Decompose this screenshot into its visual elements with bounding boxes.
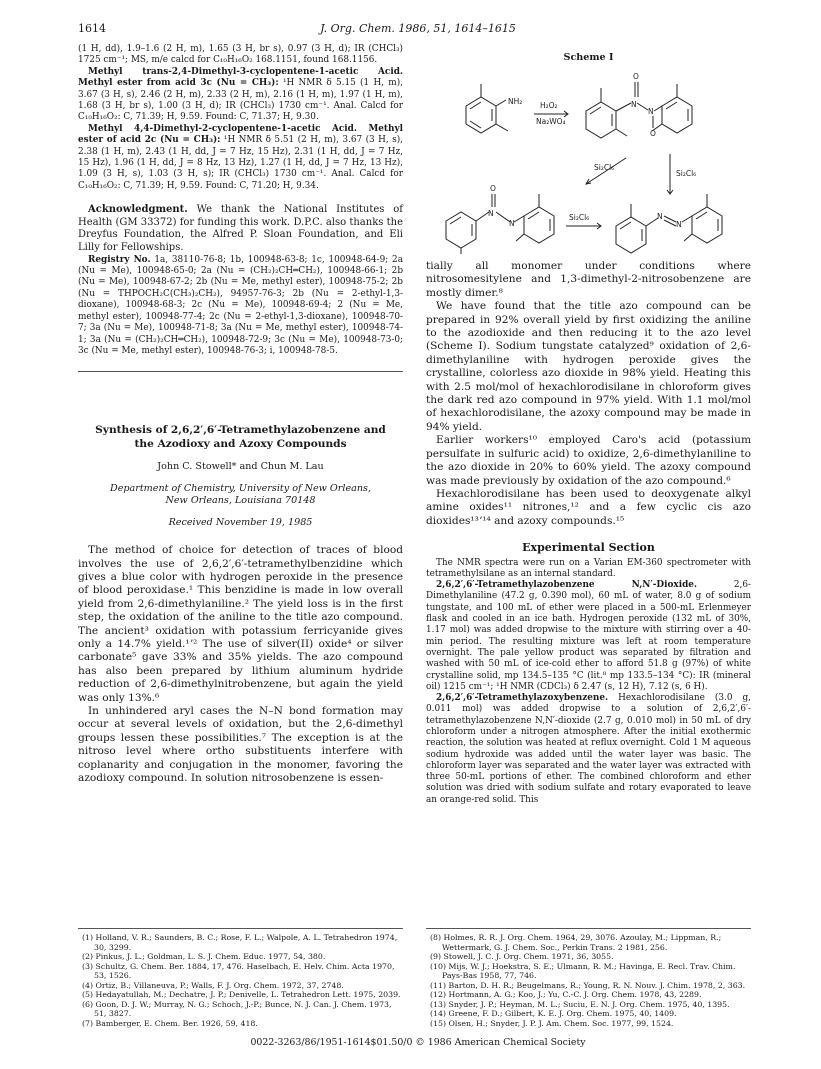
footnote-6: (6) Goon, D. J. W.; Murray, N. G.; Schoch, J.-P.; Bunce, N. J. Can. J. Chem. 1973, 51, 3827. xyxy=(82,999,392,1018)
experimental-title-azoxy: 2,6,2′,6′-Tetramethylazoxybenzene. xyxy=(436,693,609,704)
n-label-2: N xyxy=(648,107,654,116)
scheme-diagram xyxy=(426,66,751,254)
footnotes-left xyxy=(78,928,403,1028)
acknowledgment xyxy=(78,204,403,254)
previous-article-continuation: (1 H, dd), 1.9–1.6 (2 H, m), 1.65 (3 H, br s), 0.97 (3 H, d); IR (CHCl₃) 1725 cm⁻¹; MS, m/e calcd for C₁₀H₁₆O₂ 168.1151, found 168.1156. xyxy=(78,44,403,66)
article-title xyxy=(78,424,403,451)
experimental-section xyxy=(426,558,751,807)
azoxy-structure xyxy=(446,194,554,254)
registry-body: 1a, 38110-76-8; 1b, 100948-63-8; 1c, 100948-64-9; 2a (Nu = Me), 100948-65-0; 2a (Nu = (CH₂)₂CH═CH₂), 100948-66-1; 2b (Nu = Me), 100948-67-2; 2b (Nu = Me, methyl ester), 100948-75-2; 2b (Nu = THPOCH₂C(CH₃)₂CH₂), 94957-76-3; 2b (Nu = 2-ethyl-1,3-dioxane), 100948-68-3; 2c (Nu = Me), 100948-69-4; 2 (Nu = Me, methyl ester), 100948-77-4; 2c (Nu = 2-ethyl-1,3-dioxane), 100948-70-7; 3a (Nu = Me), 100948-71-8; 3a (Nu = Me, methyl ester), 100948-74-1; 3a (Nu = (CH₂)₂CH═CH₂), 100948-72-9; 3c (Nu = Me), 100948-73-0; 3c (Nu = Me, methyl ester), 100948-76-3; i, 100948-78-5. xyxy=(78,254,403,356)
reagent-na2wo4: Na₂WO₄ xyxy=(536,117,566,126)
experimental-body-dioxide: 2,6-Dimethylaniline (47.2 g, 0.390 mol), 60 mL of water, 8.0 g of sodium tungstate, and 100 mL of ether were placed in a 500-mL Erlenmeyer flask and cooled in an ice bath. Hydrogen peroxide (132 mL of 30%, 1.17 mol) was added dropwise to the mixture with stirring over a 40-min period. The resulting mixture was left at room temperature overnight. The pale yellow product was separated by filtration and washed with 50 mL of ice-cold ether to afford 51.8 g (97%) of white crystalline solid, mp 134.5–135 °C (lit.⁸ mp 133.5–134 °C): IR (mineral oil) 1215 cm⁻¹; ¹H NMR (CDCl₃) δ 2.47 (s, 12 H), 7.12 (s, 6 H). xyxy=(426,580,751,692)
page-header xyxy=(78,22,758,38)
footnote-14: (14) Greene, F. D.; Gilbert, K. E. J. Org. Chem. 1975, 40, 1409. xyxy=(430,1009,677,1018)
right-column xyxy=(426,44,751,806)
compound-title-2c: Methyl 4,4-Dimethyl-2-cyclopentene-1-acetic Acid. Methyl ester of acid 2c (Nu = CH₃): xyxy=(78,123,403,146)
article-affiliation xyxy=(78,483,403,507)
footnote-2: (2) Pinkus, J. L.; Goldman, L. S. J. Chem. Educ. 1977, 54, 380. xyxy=(82,952,326,961)
reagent-diagonal: Si₂Cl₆ xyxy=(594,163,615,172)
scheme-title: Scheme I xyxy=(563,52,614,63)
footnote-13: (13) Snyder, J. P.; Heyman, M. L.; Suciu, E. N. J. Org. Chem. 1975, 40, 1395. xyxy=(430,999,730,1009)
reagent-h2o2: H₂O₂ xyxy=(540,101,558,110)
registry-numbers xyxy=(78,255,403,358)
discussion-paragraph-3: Earlier workers¹⁰ employed Caro's acid (potassium persulfate in sulfuric acid) to oxidize, 2,6-dimethylaniline to the azo dioxide in 20% to 60% yield. The azoxy compound was made previously by oxidation of the azo compound.⁶ xyxy=(426,434,751,487)
reagent-vertical: Si₂Cl₆ xyxy=(676,169,697,178)
registry-title: Registry No. xyxy=(88,254,151,265)
footnote-7: (7) Bamberger, E. Chem. Ber. 1926, 59, 418. xyxy=(82,1018,258,1028)
journal-citation: J. Org. Chem. 1986, 51, 1614–1615 xyxy=(320,22,516,35)
copyright-footer: 0022-3263/86/1951-1614$01.50/0 © 1986 American Chemical Society xyxy=(250,1037,586,1048)
compound-paragraph-2c xyxy=(78,124,403,192)
discussion-paragraph-2: We have found that the title azo compound can be prepared in 92% overall yield by first oxidizing the aniline to the azodioxide and then reducing it to the azo level (Scheme I). Sodium tungstate catalyzed⁹ oxidation of 2,6-dimethylaniline with hydrogen peroxide gives the crystalline, colorless azo dioxide in 98% yield. Heating this with 2.5 mol/mol of hexachlorodisilane in chloroform gives the dark red azo compound in 97% yield. With 1.1 mol/mol of hexachlorodisilane, the azoxy compound may be made in 94% yield. xyxy=(426,300,751,433)
experimental-body-azoxy: Hexachlorodisilane (3.0 g, 0.011 mol) was added dropwise to a solution of 2,6,2′,6′-tetramethylazobenzene N,N′-dioxide (2.7 g, 0.010 mol) in 50 mL of dry chloroform under a nitrogen atmosphere. After the initial exothermic reaction, the solution was heated at reflux overnight. Cold 1 M aqueous sodium hydroxide was added until the water layer was basic. The chloroform layer was separated and the water layer was extracted with three 50-mL portions of ether. The combined chloroform and ether solution was dried with sodium sulfate and rotary evaporated to leave an orange-red solid. This xyxy=(426,693,751,805)
left-column xyxy=(78,44,403,785)
reagent-bottom: Si₂Cl₆ xyxy=(569,213,590,222)
acknowledgment-title: Acknowledgment. xyxy=(88,204,188,216)
compound-title-3c: Methyl trans-2,4-Dimethyl-3-cyclopentene-1-acetic Acid. Methyl ester from acid 3c (Nu = CH₃): xyxy=(78,66,403,89)
experimental-title-dioxide: 2,6,2′,6′-Tetramethylazobenzene N,N′-Dioxide. xyxy=(436,580,698,591)
compound-paragraph-3c xyxy=(78,67,403,124)
discussion-paragraph-1: tially all monomer under conditions where nitrosomesitylene and 1,3-dimethyl-2-nitrosobenzene are mostly dimer.⁸ xyxy=(426,260,751,299)
o-label-3: O xyxy=(490,184,496,193)
experimental-paragraph-1: The NMR spectra were run on a Varian EM-360 spectrometer with tetramethylsilane as an internal standard. xyxy=(426,557,751,579)
scheme-figure xyxy=(426,44,751,254)
n-label-4: N xyxy=(509,219,515,228)
intro-paragraph-1: The method of choice for detection of traces of blood involves the use of 2,6,2′,6′-tetramethylbenzidine which gives a blue color with hydrogen peroxide in the presence of blood peroxidase.¹ This benzidine is made in low overall yield from 2,6-dimethylaniline.² The yield loss is in the first step, the oxidation of the aniline to the title azo compound. The ancient³ oxidation with potassium ferricyanide gives only a 14.7% yield.¹ʼ² The use of silver(II) oxide⁴ or silver carbonate⁵ gave 33% and 35% yields. The azo compound has also been prepared by lithium aluminum hydride reduction of 2,6-dimethylnitrobenzene, but again the yield was only 13%.⁶ xyxy=(78,544,403,704)
affiliation-line-2: New Orleans, Louisiana 70148 xyxy=(165,494,316,506)
footnote-8: (8) Holmes, R. R. J. Org. Chem. 1964, 29, 3076. Azoulay, M.; Lippman, R.; Wettermark, G. J. Chem. Soc., Perkin Trans. 2 1981, 256. xyxy=(430,933,722,952)
footnote-15: (15) Olsen, H.; Snyder, J. P. J. Am. Chem. Soc. 1977, 99, 1524. xyxy=(430,1018,674,1028)
footnote-1: (1) Holland, V. R.; Saunders, B. C.; Rose, F. L.; Walpole, A. L. Tetrahedron 1974, 30, 3299. xyxy=(82,933,398,952)
footnotes-right xyxy=(426,928,751,1028)
o-label-1: O xyxy=(633,72,639,81)
acknowledgment-body: We thank the National Institutes of Health (GM 33372) for funding this work. D.P.C. also thanks the Dreyfus Foundation, the Alfred P. Sloan Foundation, and Eli Lilly for Fellowships. xyxy=(78,204,403,254)
page-number: 1614 xyxy=(78,22,106,35)
azodioxy-structure xyxy=(586,82,692,138)
n-label-6: N xyxy=(676,220,682,229)
azo-structure xyxy=(616,194,722,253)
introduction xyxy=(78,544,403,785)
footnote-rule-right xyxy=(426,928,751,929)
article-authors: John C. Stowell* and Chun M. Lau xyxy=(157,461,324,473)
n-label-5: N xyxy=(657,212,663,221)
o-label-2: O xyxy=(650,129,656,138)
article-title-line-2: the Azodioxy and Azoxy Compounds xyxy=(134,437,347,450)
n-label-3: N xyxy=(488,209,494,218)
nh2-label: NH₂ xyxy=(508,97,523,106)
affiliation-line-1: Department of Chemistry, University of New Orleans, xyxy=(110,482,371,494)
dimethylaniline-structure xyxy=(466,84,508,133)
intro-paragraph-2: In unhindered aryl cases the N–N bond formation may occur at several levels of oxidation, but the 2,6-dimethyl groups lessen these possibilities.⁷ The exception is at the nitroso level where ortho substituents interfere with coplanarity and conjugation in the monomer, favoring the azodioxy compound. In solution nitrosobenzene is essen- xyxy=(78,705,403,785)
discussion xyxy=(426,260,751,528)
footnote-12: (12) Hortmann, A. G.; Koo, J.; Yu, C.-C. J. Org. Chem. 1978, 43, 2289. xyxy=(430,990,702,999)
article-title-line-1: Synthesis of 2,6,2′,6′-Tetramethylazobenzene and xyxy=(95,424,386,437)
compound-data-2c: ¹H NMR δ 5.51 (2 H, m), 3.67 (3 H, s), 2.38 (1 H, m), 2.43 (1 H, dd, J = 7 Hz, 15 Hz), 2.31 (1 H, dd, J = 7 Hz, 15 Hz), 1.96 (1 H, dd, J = 8 Hz, 13 Hz), 1.27 (1 H, dd, J = 7 Hz, 13 Hz), 1.09 (3 H, s), 1.03 (3 H, s); IR (CHCl₃) 1730 cm⁻¹. Anal. Calcd for C₁₀H₁₆O₂: C, 71.39; H, 9.59. Found: C, 71.20; H, 9.34. xyxy=(78,135,403,191)
experimental-heading: Experimental Section xyxy=(522,541,655,555)
n-label-1: N xyxy=(631,100,637,109)
footnote-rule-left xyxy=(78,928,403,929)
footnote-9: (9) Stowell, J. C. J. Org. Chem. 1971, 36, 3055. xyxy=(430,952,614,961)
footnote-10: (10) Mijs, W. J.; Hoekstra, S. E.; Ulmann, R. M.; Havinga, E. Recl. Trav. Chim. Pays-Bas 1958, 77, 746. xyxy=(430,961,736,980)
article-divider xyxy=(78,371,403,372)
footnote-5: (5) Hedayatullah, M.; Dechatre, J. P.; Denivelle, L. Tetrahedron Lett. 1975, 2039. xyxy=(82,990,401,999)
experimental-paragraph-2 xyxy=(426,580,751,693)
discussion-paragraph-4: Hexachlorodisilane has been used to deoxygenate alkyl amine oxides¹¹ nitrones,¹² and a few cyclic cis azo dioxides¹³ʼ¹⁴ and azoxy compounds.¹⁵ xyxy=(426,487,751,527)
experimental-paragraph-3 xyxy=(426,693,751,806)
footnote-11: (11) Barton, D. H. R.; Beugelmans, R.; Young, R. N. Nouv. J. Chim. 1978, 2, 363. xyxy=(430,980,746,990)
footnote-3: (3) Schultz, G. Chem. Ber. 1884, 17, 476. Haselbach, E. Helv. Chim. Acta 1970, 53, 1526. xyxy=(82,961,395,980)
footnote-4: (4) Ortiz, B.; Villaneuva, P.; Walls, F. J. Org. Chem. 1972, 37, 2748. xyxy=(82,980,344,990)
compound-data-3c: ¹H NMR δ 5.15 (1 H, m), 3.67 (3 H, s), 2.46 (2 H, m), 2.33 (2 H, m), 2.16 (1 H, m), 1.97 (1 H, m), 1.68 (3 H, br s), 1.00 (3 H, d); IR (CHCl₃) 1730 cm⁻¹. Anal. Calcd for C₁₀H₁₆O₂: C, 71.39; H, 9.59. Found: C, 71.37; H, 9.30. xyxy=(78,78,403,123)
received-date: Received November 19, 1985 xyxy=(168,516,313,528)
